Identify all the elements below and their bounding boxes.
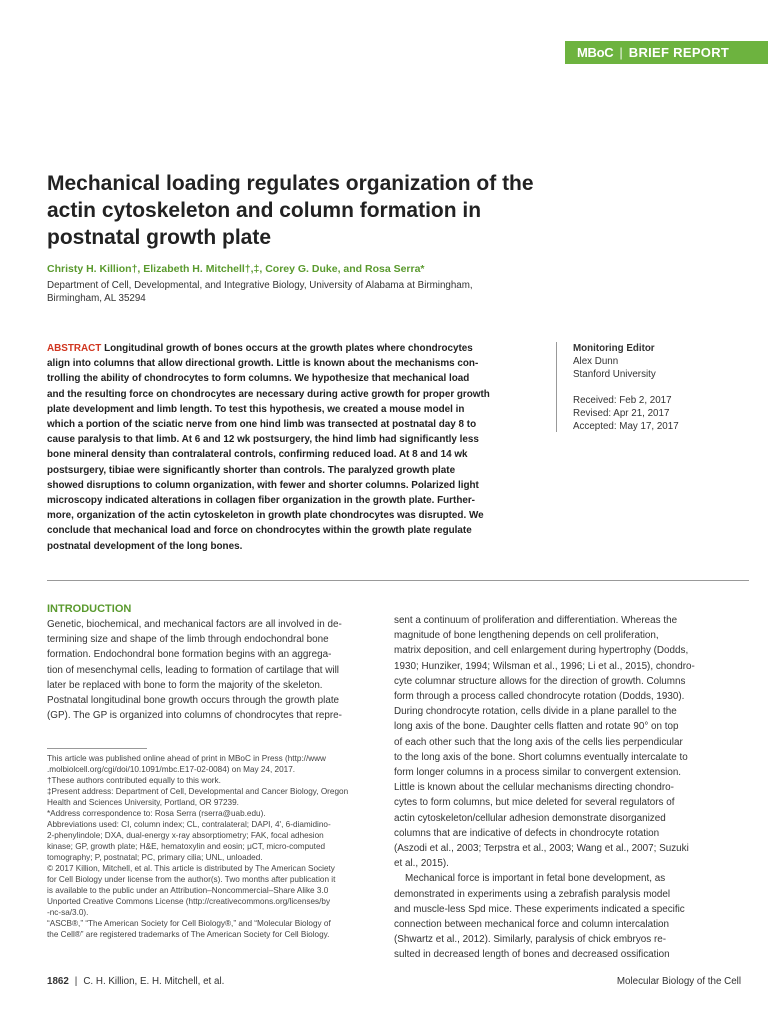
abstract-first-line: Longitudinal growth of bones occurs at the growth plates where chondrocytes (104, 343, 473, 354)
footnote-equal-contribution: †These authors contributed equally to this work. (47, 776, 221, 785)
abstract-label: ABSTRACT (47, 343, 102, 354)
abstract-line: which a portion of the sciatic nerve from one hind limb was transected at postnatal day 8 to (47, 419, 477, 431)
abstract-line: postnatal development of the long bones. (47, 540, 243, 552)
body-line: form through a process called chondrocyte rotation (Dodds, 1930). (394, 691, 685, 703)
body-line: Mechanical force is important in fetal bone development, as (394, 873, 666, 885)
body-line: (Aszodi et al., 2003; Terpstra et al., 2003; Wang et al., 2007; Suzuki (394, 843, 689, 855)
footnote-present-address: Health and Sciences University, Portland, OR 97239. (47, 798, 239, 807)
footnote-copyright: -nc-sa/3.0). (47, 908, 89, 917)
header-separator: | (619, 45, 623, 60)
page-number: 1862 (47, 976, 69, 987)
footnote-correspondence: *Address correspondence to: Rosa Serra (rserra@uab.edu). (47, 809, 266, 818)
abstract-line: cause paralysis to that limb. At 6 and 12 wk postsurgery, the hind limb had significantly less (47, 434, 479, 446)
abstract (47, 341, 547, 554)
journal-header-band (565, 41, 768, 64)
body-line: connection between mechanical force and column intercalation (394, 919, 670, 931)
body-line: actin cytoskeleton/cellular adhesion demonstrate disorganized (394, 812, 666, 824)
abstract-line: plate development and limb length. To test this hypothesis, we created a mouse model in (47, 403, 465, 415)
revised-date: Revised: Apr 21, 2017 (573, 408, 670, 419)
body-line: et al., 2015). (394, 858, 449, 870)
body-line: to the long axis of the bone. Short columns eventually intercalate to (394, 751, 688, 763)
abstract-line: align into columns that allow directional growth. Little is known about the mechanisms con- (47, 358, 479, 370)
intro-right-column (394, 613, 722, 963)
section-rule (47, 580, 749, 581)
footnote-rule (47, 748, 147, 749)
abstract-line: trolling the ability of chondrocytes to form columns. We hypothesize that mechanical load (47, 373, 470, 385)
editor-info (573, 342, 743, 433)
body-line: sent a continuum of proliferation and differentiation. Whereas the (394, 615, 678, 626)
abstract-line: and the resulting force on chondrocytes are necessary during active growth for proper growth (47, 388, 490, 400)
title-line: actin cytoskeleton and column formation in (47, 199, 482, 222)
body-line: During chondrocyte rotation, cells divide in a plane parallel to the (394, 706, 677, 718)
affiliation-line: Birmingham, AL 35294 (47, 293, 146, 305)
body-line: later be replaced with bone to form the majority of the skeleton. (47, 679, 323, 691)
body-line: tion of mesenchymal cells, leading to formation of cartilage that will (47, 664, 340, 676)
body-line: and muscle-less Spd mice. These experiments indicated a specific (394, 903, 685, 915)
body-line: demonstrated in experiments using a zebrafish paralysis model (394, 888, 671, 900)
footnote-copyright: © 2017 Killion, Mitchell, et al. This article is distributed by The American Society (47, 864, 335, 873)
footnote-abbreviations: 2-phenylindole; DXA, dual-energy x-ray absorptiometry; FAK, focal adhesion (47, 831, 324, 840)
received-date: Received: Feb 2, 2017 (573, 395, 672, 406)
abstract-line: bone mineral density than contralateral controls, confirming reduced load. At 8 and 14 wk (47, 449, 468, 461)
editor-heading: Monitoring Editor (573, 343, 655, 354)
footnotes (47, 753, 377, 940)
abstract-line: more, organization of the actin cytoskeleton in growth plate chondrocytes was disrupted. We (47, 510, 484, 522)
footnote-publication: .molbiolcell.org/cgi/doi/10.1091/mbc.E17-02-0084) on May 24, 2017. (47, 765, 296, 774)
sidebar-divider (556, 342, 557, 432)
footer-separator: | (74, 976, 78, 987)
body-line: form longer columns in a process similar to convergent extension. (394, 767, 682, 779)
title-line: Mechanical loading regulates organization of the (47, 172, 534, 195)
footnote-copyright: is available to the public under an Attribution–Noncommercial–Share Alike 3.0 (47, 886, 329, 895)
body-line: sulted in decreased length of bones and decreased ossification (394, 949, 670, 961)
abstract-line: conclude that mechanical load and force on chondrocytes within the growth plate regulate (47, 525, 472, 537)
body-line: Little is known about the cellular mechanisms directing chondro- (394, 782, 674, 794)
accepted-date: Accepted: May 17, 2017 (573, 421, 679, 432)
affiliation-line: Department of Cell, Developmental, and Integrative Biology, University of Alabama at Birmingham, (47, 280, 473, 291)
editor-institution: Stanford University (573, 369, 656, 380)
abstract-line: showed disruptions to column organization, with fewer and shorter columns. Polarized light (47, 479, 479, 491)
footnote-abbreviations: kinase; GP, growth plate; H&E, hematoxylin and eosin; μCT, micro-computed (47, 842, 326, 851)
body-line: Postnatal longitudinal bone growth occurs through the growth plate (47, 695, 340, 707)
page-footer-left (47, 976, 224, 987)
body-line: long axis of the bone. Daughter cells flatten and rotate 90° on top (394, 721, 679, 733)
footnote-trademark: “ASCB®,” “The American Society for Cell Biology®,” and “Molecular Biology of (47, 919, 331, 928)
body-line: of each other such that the long axis of the cells lies perpendicular (394, 736, 683, 748)
body-line: formation. Endochondral bone formation begins with an aggrega- (47, 649, 332, 661)
abstract-line: postsurgery, tibiae were significantly shorter than controls. The paralyzed growth plate (47, 464, 456, 476)
body-line: cytes to form columns, but mice deleted for several regulators of (394, 797, 675, 809)
footnote-copyright: Unported Creative Commons License (http://creativecommons.org/licenses/by (47, 897, 331, 906)
footer-journal-name: Molecular Biology of the Cell (616, 976, 741, 987)
affiliation (47, 279, 567, 306)
body-line: magnitude of bone lengthening depends on cell proliferation, (394, 630, 659, 642)
title-line: postnatal growth plate (47, 226, 272, 249)
footnote-present-address: ‡Present address: Department of Cell, Developmental and Cancer Biology, Oregon (47, 787, 349, 796)
journal-logo-text: MBoC (577, 45, 614, 60)
body-line: (GP). The GP is organized into columns of chondrocytes that repre- (47, 710, 342, 722)
body-line: matrix deposition, and cell enlargement during hypertrophy (Dodds, (394, 645, 689, 657)
introduction-heading: INTRODUCTION (47, 603, 132, 615)
article-title (47, 170, 607, 251)
footnote-trademark: the Cell®” are registered trademarks of The American Society for Cell Biology. (47, 930, 330, 939)
body-line: (Shwartz et al., 2012). Similarly, paralysis of chick embryos re- (394, 934, 667, 946)
footer-authors: C. H. Killion, E. H. Mitchell, et al. (83, 976, 225, 987)
abstract-line (47, 341, 547, 356)
footnote-copyright: for Cell Biology under license from the author(s). Two months after publication it (47, 875, 336, 884)
body-line: termining size and shape of the limb through endochondral bone (47, 634, 329, 646)
body-line: columns that are indicative of defects in chondrocyte rotation (394, 827, 660, 839)
body-line: cyte columnar structure allows for the direction of growth. Columns (394, 675, 686, 687)
body-line: Genetic, biochemical, and mechanical factors are all involved in de- (47, 619, 342, 630)
footnote-abbreviations: Abbreviations used: CI, column index; CL, contralateral; DAPI, 4', 6-diamidino- (47, 820, 331, 829)
author-list: Christy H. Killion†, Elizabeth H. Mitchell†,‡, Corey G. Duke, and Rosa Serra* (47, 263, 425, 275)
editor-name: Alex Dunn (573, 356, 619, 367)
abstract-line: microscopy indicated alterations in collagen fiber organization in the growth plate. Further- (47, 495, 475, 507)
intro-left-column (47, 617, 375, 723)
body-line: 1930; Hunziker, 1994; Wilsman et al., 1996; Li et al., 2015), chondro- (394, 660, 695, 672)
footnote-publication: This article was published online ahead of print in MBoC in Press (http://www (47, 754, 326, 763)
footnote-abbreviations: tomography; P, postnatal; PC, primary cilia; UNL, unloaded. (47, 853, 263, 862)
article-type: BRIEF REPORT (628, 45, 730, 60)
